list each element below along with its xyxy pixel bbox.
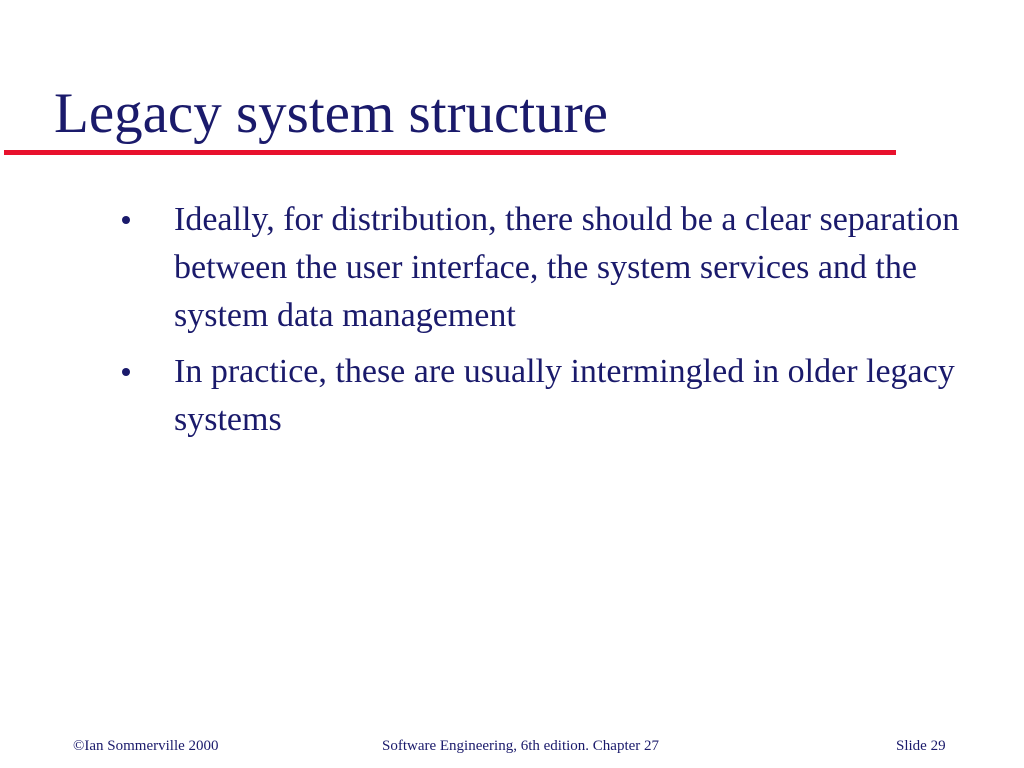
footer-slide-number: Slide 29 <box>896 738 946 754</box>
slide-title: Legacy system structure <box>54 82 608 145</box>
title-underline-rule <box>4 150 896 155</box>
bullet-dot-icon <box>122 368 130 376</box>
bullet-list <box>120 196 990 452</box>
bullet-dot-icon <box>122 216 130 224</box>
bullet-item <box>120 196 990 340</box>
bullet-item <box>120 348 990 444</box>
bullet-text: Ideally, for distribution, there should be a clear separation between the user interface, the system services and the system data management <box>174 201 960 334</box>
bullet-text: In practice, these are usually intermingled in older legacy systems <box>174 353 955 438</box>
footer-copyright: ©Ian Sommerville 2000 <box>73 738 219 754</box>
footer-book-title: Software Engineering, 6th edition. Chapter 27 <box>382 738 660 754</box>
